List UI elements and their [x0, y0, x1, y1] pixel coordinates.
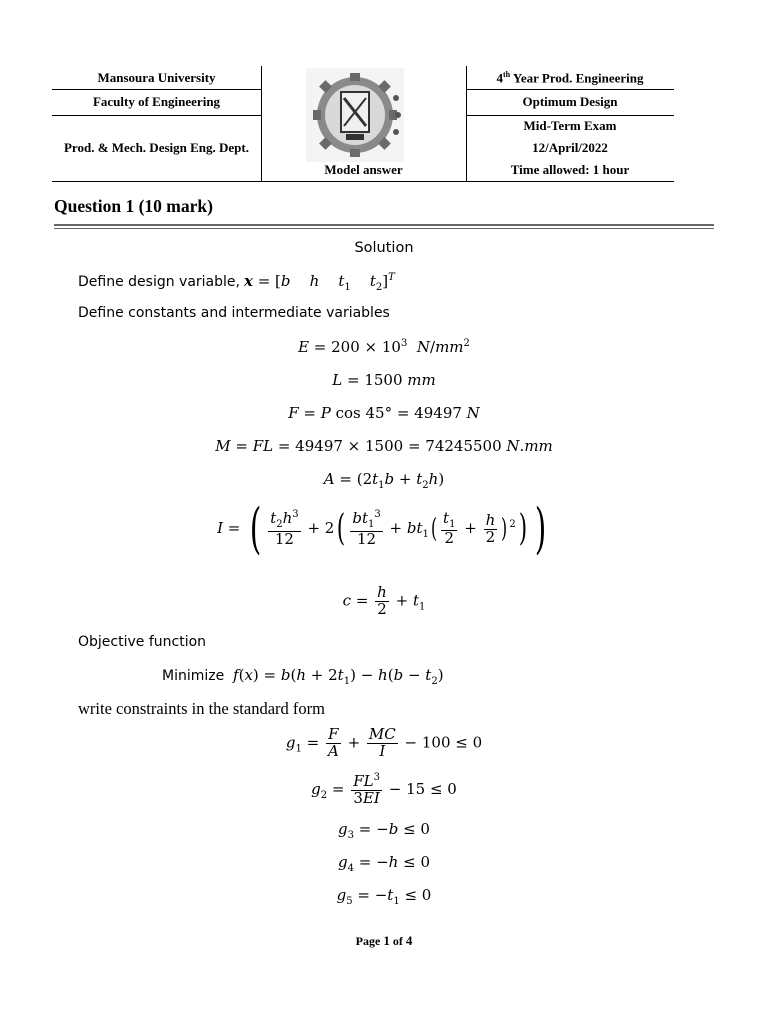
- objective-function: Minimize $f(x) = b(h + 2t_1) - h(b - t_2)$: [162, 666, 444, 687]
- university-name: Mansoura University: [97, 70, 216, 85]
- exam-header: [52, 66, 674, 182]
- year-program: 4th Year Prod. Engineering: [496, 70, 644, 86]
- constraint-g5: $g_5 = -t_1 \le 0$: [336, 886, 432, 907]
- time-allowed: Time allowed: 1 hour: [510, 162, 630, 177]
- equation-I: I = ( $\frac{t_2h^3}{12}$ + 2( $\frac{bt_1^3}{12}$ + $bt_1$( $\frac{t_1}{2}$ + $\frac{h}{2}$ ) $^2$) ): [217, 497, 547, 560]
- objective-heading: Objective function: [78, 634, 207, 650]
- equation-c: c = $\frac{h}{2}$ + $t_1$: [342, 583, 426, 618]
- exam-date: 12/April/2022: [532, 140, 608, 155]
- faculty-name: Faculty of Engineering: [92, 94, 221, 109]
- equation-A: $A = (2t_1b + t_2h)$: [323, 470, 445, 491]
- constraint-g1: $g_1$ = $\frac{F}{A}$ + $\frac{MC}{I}$ − 100 ≤ 0: [285, 725, 483, 760]
- exam-type: Mid-Term Exam: [523, 118, 617, 133]
- equation-L: L = 1500 mm: [332, 371, 436, 389]
- model-answer-label: Model answer: [324, 162, 403, 177]
- equation-E: $E = 200 \times 10^3$ $N/mm^2$: [298, 338, 470, 356]
- equation-M: M = FL = 49497 × 1500 = 74245500 N.mm: [215, 437, 553, 455]
- constraint-g2: $g_2$ = $\frac{FL^3}{3EI}$ − 15 ≤ 0: [311, 772, 457, 807]
- solution-heading: Solution: [354, 240, 414, 256]
- design-variable-line: Define design variable, x = [b h $t_1$ $t_2]^T$: [78, 272, 395, 293]
- department-name: Prod. & Mech. Design Eng. Dept.: [63, 140, 249, 155]
- divider: [54, 224, 714, 226]
- constraint-g3: $g_3 = -b \le 0$: [338, 820, 430, 841]
- question-title: Question 1 (10 mark): [54, 196, 213, 216]
- equation-F: F = P cos 45° = 49497 N: [288, 404, 480, 422]
- constants-heading: Define constants and intermediate variables: [78, 305, 390, 321]
- university-logo: [306, 68, 404, 162]
- constraints-heading: write constraints in the standard form: [78, 699, 325, 718]
- constraint-g4: $g_4 = -h \le 0$: [338, 853, 430, 874]
- page-footer: Page 1 of 4: [355, 933, 413, 948]
- course-name: Optimum Design: [522, 94, 618, 109]
